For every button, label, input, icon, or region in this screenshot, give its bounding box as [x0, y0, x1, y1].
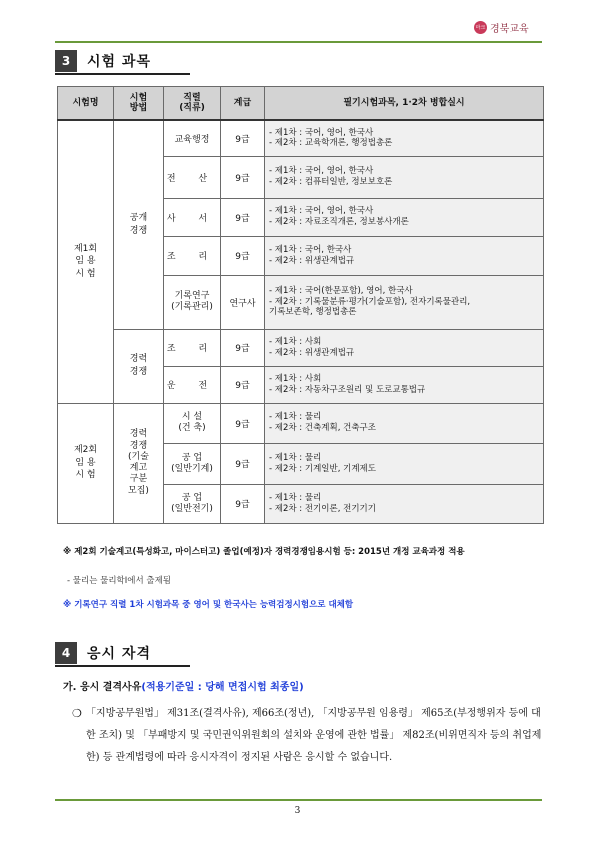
section-3-heading [55, 50, 151, 72]
subjects-cell [265, 156, 544, 198]
method-cell: 경력 경쟁 (기술 계고 구분 모집) [114, 403, 164, 523]
grade-cell: 9급 [221, 366, 265, 403]
section-underline [55, 665, 190, 667]
grade-cell: 9급 [221, 120, 265, 156]
logo [474, 20, 529, 35]
exam-name-cell: 제1회 임 용 시 험 [58, 120, 114, 403]
subjects-cell [265, 443, 544, 484]
job-cell: 사 서 [164, 198, 221, 236]
job-cell: 조 리 [164, 236, 221, 275]
header-subjects: 필기시험과목, 1·2차 병합실시 [265, 87, 544, 121]
job-cell: 공 업 (일반전기) [164, 484, 221, 523]
header-exam-name: 시험명 [58, 87, 114, 121]
subject-second: - 제2차 : 교육학개론, 행정법총론 [269, 138, 393, 149]
subjects-cell [265, 275, 544, 329]
subject-first: - 제1차 : 국어, 한국사 [269, 244, 352, 255]
bottom-divider [55, 799, 542, 801]
job-cell: 전 산 [164, 156, 221, 198]
subheading-disqualification [63, 678, 304, 693]
subject-first: - 제1차 : 국어, 영어, 한국사 [269, 166, 374, 177]
subject-second: - 제2차 : 전기이론, 전기기기 [269, 503, 376, 514]
grade-cell: 연구사 [221, 275, 265, 329]
job-cell: 조 리 [164, 329, 221, 366]
subject-first: - 제1차 : 국어, 영어, 한국사 [269, 206, 374, 217]
logo-mark-icon: 마크 [474, 21, 487, 34]
job-cell: 공 업 (일반기계) [164, 443, 221, 484]
exam-subjects-table [57, 86, 544, 524]
subject-first: - 제1차 : 사회 [269, 373, 322, 384]
table-row [58, 403, 544, 443]
subject-second: - 제2차 : 위생관계법규 [269, 347, 355, 358]
subject-second: - 제2차 : 위생관계법규 [269, 255, 355, 266]
subject-first: - 제1차 : 국어, 영어, 한국사 [269, 127, 374, 138]
grade-cell: 9급 [221, 236, 265, 275]
grade-cell: 9급 [221, 198, 265, 236]
exam-name-cell: 제2회 임 용 시 험 [58, 403, 114, 523]
grade-cell: 9급 [221, 484, 265, 523]
logo-text: 경북교육 [490, 24, 529, 35]
method-cell: 경력 경쟁 [114, 329, 164, 403]
subject-second: - 제2차 : 컴퓨터일반, 정보보호론 [269, 177, 393, 187]
subject-first: - 제1차 : 사회 [269, 336, 322, 347]
subject-first: - 제1차 : 물리 [269, 492, 322, 503]
table-row [58, 329, 544, 366]
section-title: 응시 자격 [87, 646, 151, 662]
section-underline [55, 73, 190, 75]
section-4-heading [55, 642, 151, 664]
method-cell: 공개 경쟁 [114, 120, 164, 329]
subjects-cell [265, 366, 544, 403]
section-title: 시험 과목 [87, 54, 151, 70]
note-curriculum: ※ 제2회 기술계고(특성화고, 마이스터고) 졸업(예정)자 경력경쟁임용시험 등: 2015년 개정 교육과정 적용 [63, 547, 465, 557]
subject-first: - 제1차 : 물리 [269, 452, 322, 463]
grade-cell: 9급 [221, 329, 265, 366]
section-number-badge: 4 [55, 642, 77, 664]
subject-first: - 제1차 : 국어(한문포함), 영어, 한국사 [269, 286, 413, 297]
note-physics: - 물리는 물리학Ⅰ에서 출제됨 [67, 576, 172, 586]
table-header-row [58, 87, 544, 121]
subjects-cell [265, 403, 544, 443]
grade-cell: 9급 [221, 156, 265, 198]
job-cell: 운 전 [164, 366, 221, 403]
job-cell: 기록연구 (기록관리) [164, 275, 221, 329]
subject-second: - 제2차 : 자료조직개론, 정보봉사개론 [269, 217, 409, 227]
subjects-cell [265, 120, 544, 156]
disqualification-paragraph [72, 703, 542, 769]
grade-cell: 9급 [221, 443, 265, 484]
job-cell: 교육행정 [164, 120, 221, 156]
subject-first: - 제1차 : 물리 [269, 412, 322, 423]
header-grade: 계급 [221, 87, 265, 121]
page-number: 3 [294, 806, 301, 816]
subjects-cell [265, 329, 544, 366]
subheading-prefix: 가. 응시 결격사유 [63, 682, 142, 693]
subjects-cell [265, 484, 544, 523]
subjects-cell [265, 198, 544, 236]
subjects-cell [265, 236, 544, 275]
top-divider [55, 41, 542, 43]
note-records-substitution: ※ 기록연구 직렬 1차 시험과목 중 영어 및 한국사는 능력검정시험으로 대체함 [63, 600, 354, 610]
header-job-series: 직렬 (직류) [164, 87, 221, 121]
subject-second: - 제2차 : 건축계획, 건축구조 [269, 423, 376, 433]
section-number-badge: 3 [55, 50, 77, 72]
circle-bullet-icon: ❍ [72, 707, 82, 720]
grade-cell: 9급 [221, 403, 265, 443]
subject-second: - 제2차 : 자동차구조원리 및 도로교통법규 [269, 384, 426, 395]
header-exam-method: 시험 방법 [114, 87, 164, 121]
subheading-criteria: (적용기준일 : 당해 면접시험 최종일) [141, 682, 304, 693]
paragraph-text: 「지방공무원법」 제31조(결격사유), 제66조(정년), 「지방공무원 임용령」 제65조(부정행위자 등에 대한 조치) 및 「부패방지 및 국민권익위원회의 설치와 운영에 관한 법률」 제82조(비위면직자 등의 취업제한) 등 관계법령에 따라 응시자격이 정지된 사람은 응시할 수 없습니다. [86, 708, 542, 763]
subject-second: - 제2차 : 기계일반, 기계제도 [269, 463, 376, 474]
subject-second: - 제2차 : 기록물분류·평가(기술포함), 전자기록물관리, 기록보존학, 행정법총론 [269, 296, 471, 318]
job-cell: 시 설 (건 축) [164, 403, 221, 443]
table-row [58, 120, 544, 156]
